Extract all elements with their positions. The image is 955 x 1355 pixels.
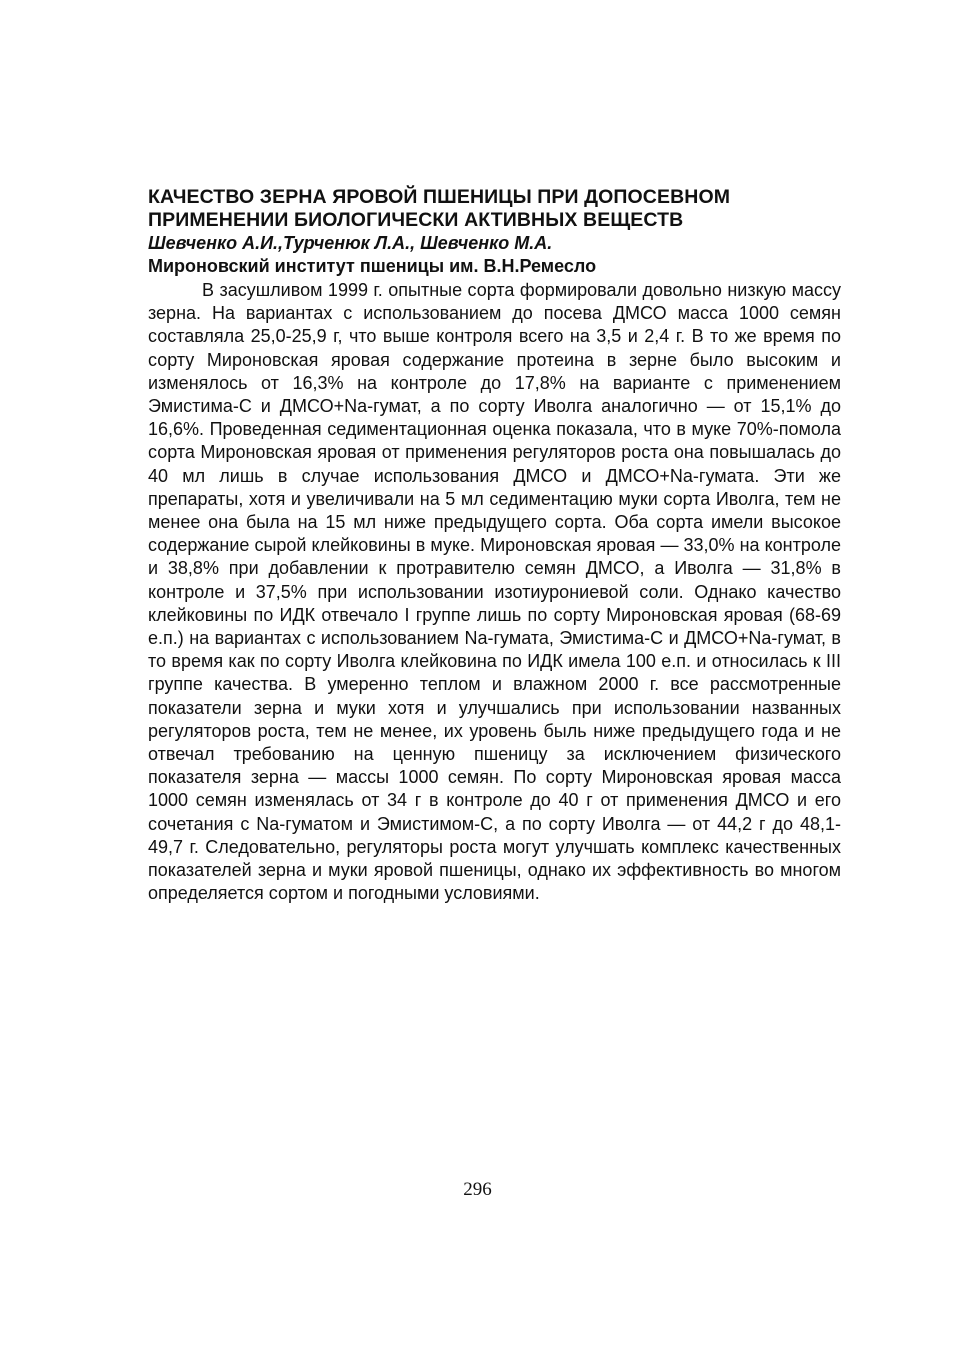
article-title: КАЧЕСТВО ЗЕРНА ЯРОВОЙ ПШЕНИЦЫ ПРИ ДОПОСЕВНОМ ПРИМЕНЕНИИ БИОЛОГИЧЕСКИ АКТИВНЫХ ВЕЩЕСТВ xyxy=(148,186,731,231)
article-authors: Шевченко А.И.,Турченюк Л.А., Шевченко М.А. xyxy=(148,233,553,253)
article-affiliation: Мироновский институт пшеницы им. В.Н.Ремесло xyxy=(148,256,597,276)
page-number: 296 xyxy=(463,1179,492,1200)
article-body: В засушливом 1999 г. опытные сорта формировали довольно низкую массу зерна. На вариантах с использованием до посева ДМСО масса 1000 семян составляла 25,0-25,9 г, что выше контроля всего на 3,5 и 2,4 г. В то же время по сорту Мироновская яровая содержание протеина в зерне было высоким и изменялось от 16,3% на контроле до 17,8% на варианте с применением Эмистима-С и ДМСО+Na-гумат, а по сорту Иволга аналогично — от 15,1% до 16,6%. Проведенная седиментационная оценка показала, что в муке 70%-помола сорта Мироновская яровая от применения регуляторов роста она повышалась до 40 мл лишь в случае использования ДМСО и ДМСО+Na-гумата. Эти же препараты, хотя и увеличивали на 5 мл седиментацию муки сорта Иволга, тем не менее она была на 15 мл ниже предыдущего сорта. Оба сорта имели высокое содержание сырой клейковины в муке. Мироновская яровая — 33,0% на контроле и 38,8% при добавлении к протравителю семян ДМСО, а Иволга — 31,8% в контроле и 37,5% при использовании изотиурониевой соли. Однако качество клейковины по ИДК отвечало I группе лишь по сорту Мироновская яровая (68-69 е.п.) на вариантах с использованием Na-гумата, Эмистима-С и ДМСО+Na-гумат, в то время как по сорту Иволга клейковина по ИДК имела 100 е.п. и относилась к III группе качества. В умеренно теплом и влажном 2000 г. все рассмотренные показатели зерна и муки хотя и улучшались при использовании названных регуляторов роста, тем не менее, их уровень быль ниже предыдущего года и не отвечал требованию на ценную пшеницу за исключением физического показателя зерна — массы 1000 семян. По сорту Мироновская яровая масса 1000 семян изменялась от 34 г в контроле до 40 г от применения ДМСО и его сочетания с Na-гуматом и Эмистимом-С, а по сорту Иволга — от 44,2 г до 48,1-49,7 г. Следовательно, регуляторы роста могут улучшать комплекс качественных показателей зерна и муки яровой пшеницы, однако их эффективность во многом определяется сортом и погодными условиями. xyxy=(148,280,841,904)
article xyxy=(148,186,841,905)
